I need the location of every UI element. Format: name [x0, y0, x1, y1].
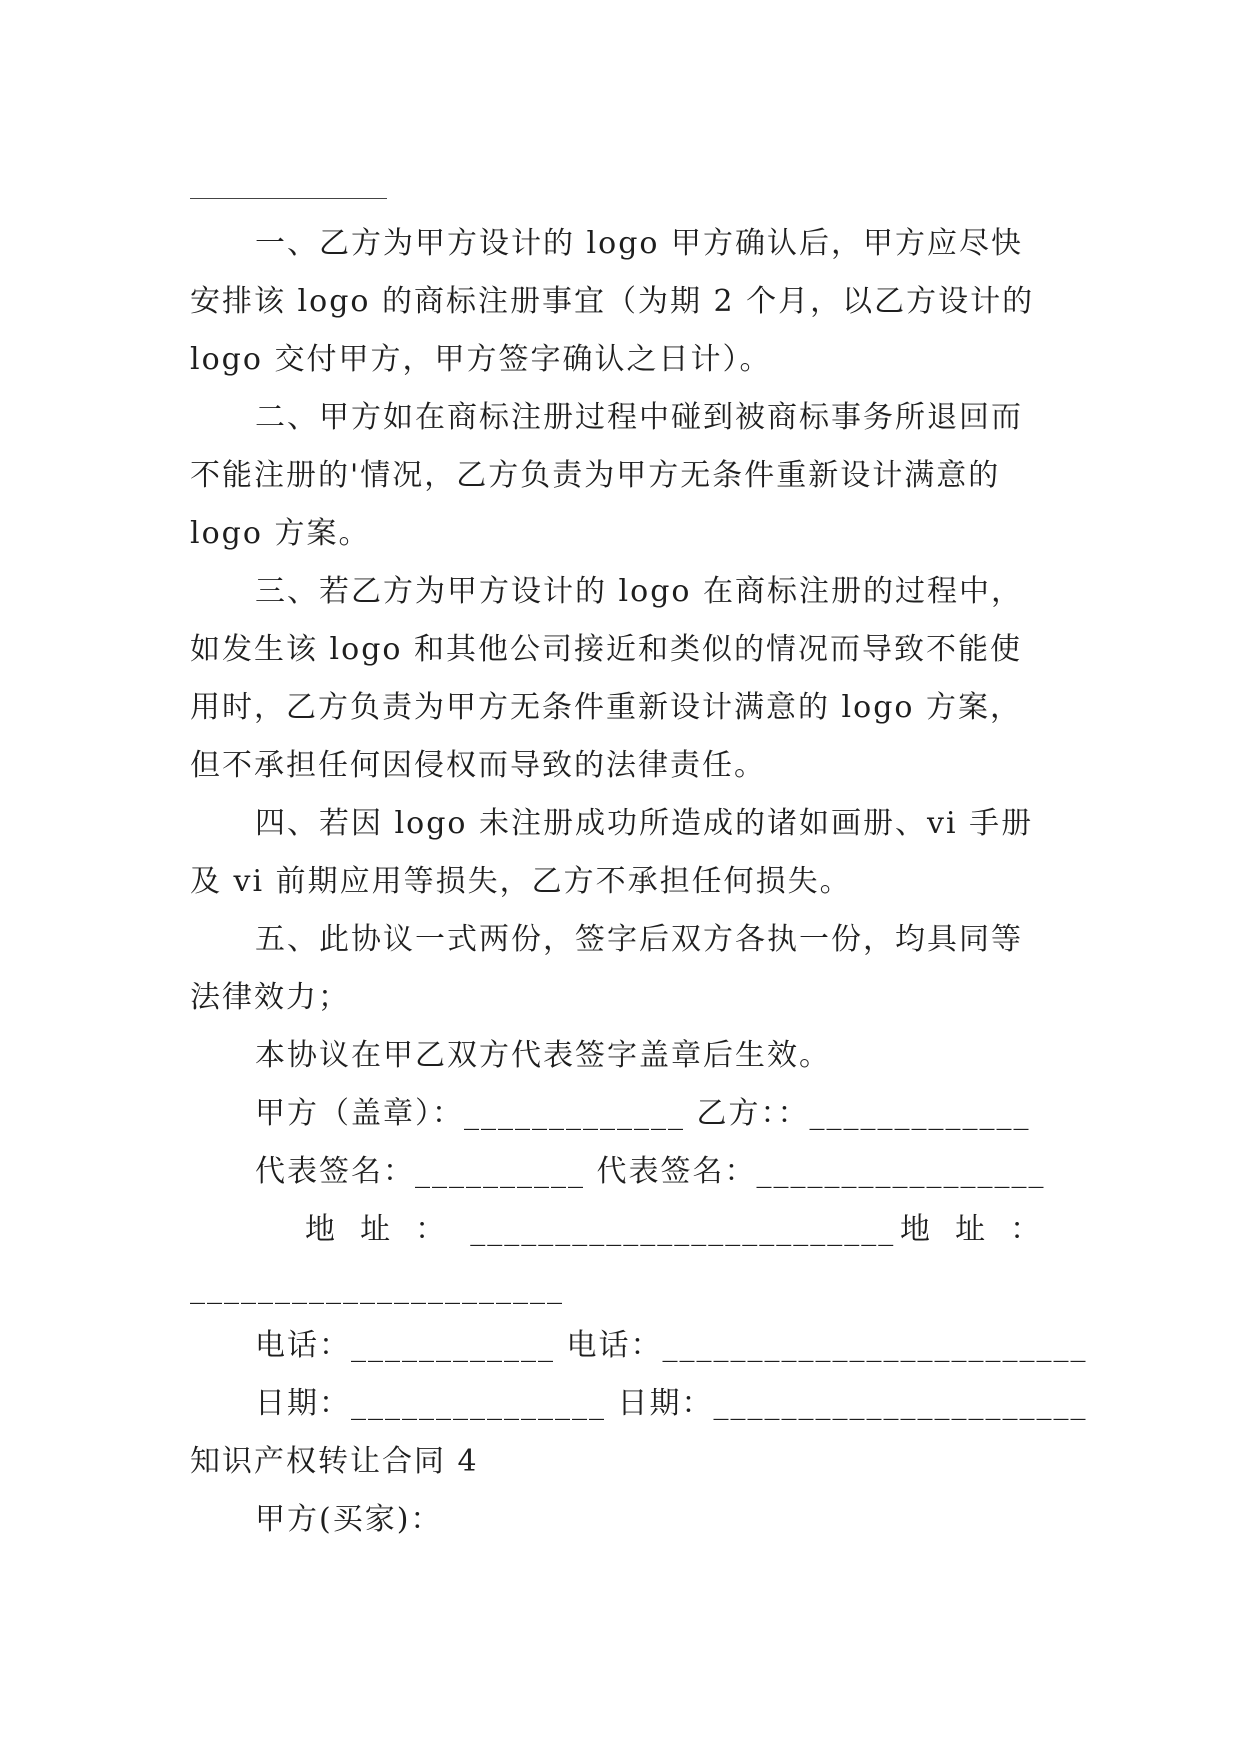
- clause-5-line-2: 法律效力；: [190, 980, 350, 1015]
- clause-1-line-3: logo 交付甲方，甲方签字确认之日计）。: [190, 342, 772, 377]
- clause-2-line-1: 二、甲方如在商标注册过程中碰到被商标事务所退回而: [255, 400, 1023, 435]
- clause-3-line-3: 用时，乙方负责为甲方无条件重新设计满意的 logo 方案，: [190, 690, 1022, 725]
- clause-2-line-2: 不能注册的'情况，乙方负责为甲方无条件重新设计满意的: [190, 458, 1001, 493]
- representative-sign-line: 代表签名：__________ 代表签名：_________________: [255, 1154, 1046, 1189]
- phone-line: 电话：____________ 电话：_________________________: [255, 1328, 1088, 1363]
- clause-1-line-1: 一、乙方为甲方设计的 logo 甲方确认后，甲方应尽快: [255, 226, 1023, 261]
- clause-1-line-2: 安排该 logo 的商标注册事宜（为期 2 个月，以乙方设计的: [190, 284, 1035, 319]
- party-a-buyer-label: 甲方(买家)：: [255, 1502, 443, 1537]
- clause-3-line-2: 如发生该 logo 和其他公司接近和类似的情况而导致不能使: [190, 632, 1022, 667]
- effective-clause: 本协议在甲乙双方代表签字盖章后生效。: [255, 1038, 831, 1073]
- clause-5-line-1: 五、此协议一式两份，签字后双方各执一份，均具同等: [255, 922, 1023, 957]
- date-line: 日期：_______________ 日期：______________________: [255, 1386, 1088, 1421]
- clause-2-line-3: logo 方案。: [190, 516, 371, 551]
- party-seal-line: 甲方（盖章）：_____________ 乙方：：_____________: [255, 1096, 1031, 1131]
- clause-3-line-1: 三、若乙方为甲方设计的 logo 在商标注册的过程中，: [255, 574, 1023, 609]
- section-title: 知识产权转让合同 4: [190, 1444, 479, 1479]
- clause-4-line-2: 及 vi 前期应用等损失，乙方不承担任何损失。: [190, 864, 852, 899]
- address-b-line: 地 址 ：: [900, 1212, 1043, 1247]
- address-b-continuation: ______________________: [190, 1270, 564, 1305]
- clause-4-line-1: 四、若因 logo 未注册成功所造成的诸如画册、vi 手册: [255, 806, 1034, 841]
- address-a-line: 地 址 ： _________________________: [305, 1212, 896, 1247]
- top-divider: [190, 198, 387, 199]
- clause-3-line-4: 但不承担任何因侵权而导致的法律责任。: [190, 748, 766, 783]
